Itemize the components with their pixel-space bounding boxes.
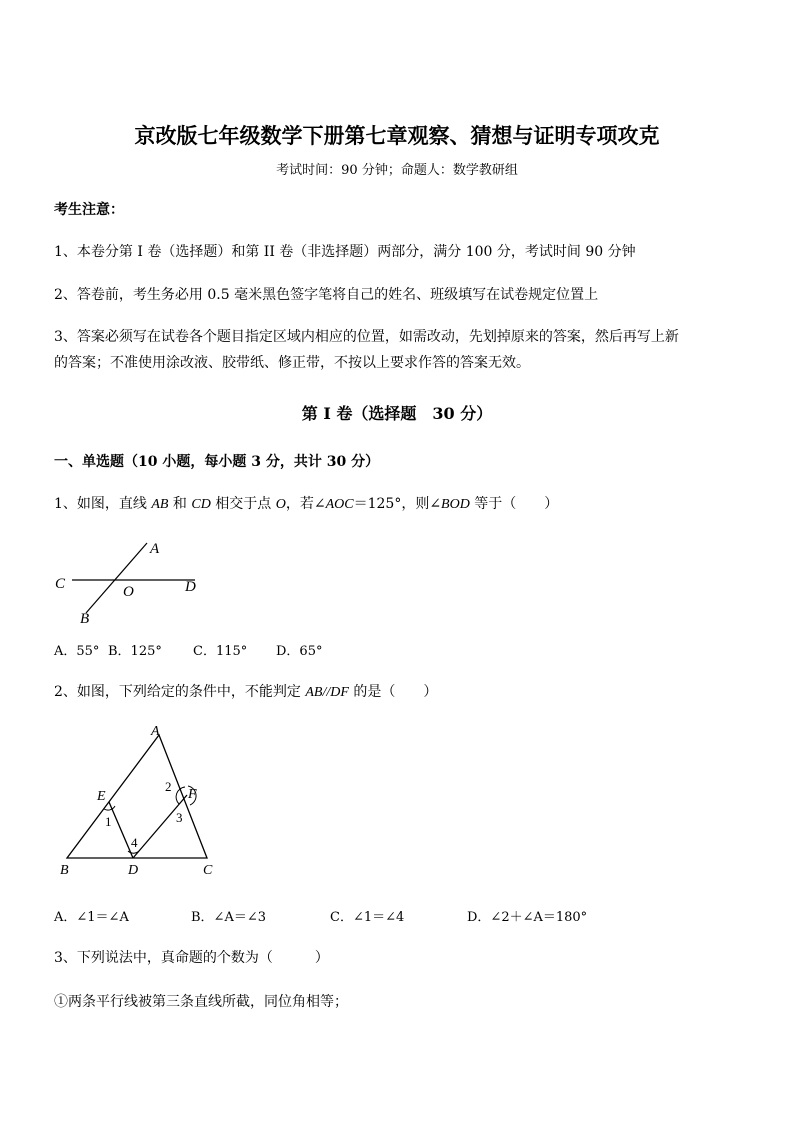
label-f: F bbox=[188, 787, 197, 802]
label-angle-4: 4 bbox=[131, 835, 138, 850]
q1-option-a[interactable]: A．55° bbox=[54, 644, 100, 659]
page-title: 京改版七年级数学下册第七章观察、猜想与证明专项攻克 bbox=[134, 123, 660, 148]
label-a: A bbox=[151, 724, 160, 739]
label-d: D bbox=[185, 579, 196, 595]
q2-option-b[interactable]: B．∠A＝∠3 bbox=[191, 910, 266, 925]
segment-ed bbox=[109, 802, 133, 858]
segment-df bbox=[133, 795, 187, 858]
q1-point-o: O bbox=[275, 497, 286, 512]
label-d: D bbox=[128, 863, 139, 878]
label-e: E bbox=[97, 789, 106, 804]
notice-item-2: 2、答卷前，考生务必用 0.5 毫米黑色签字笔将自己的姓名、班级填写在试卷规定位置上 bbox=[54, 287, 599, 303]
q1-mid: 相交于点 bbox=[210, 496, 276, 512]
label-b: B bbox=[80, 611, 90, 627]
line-ab bbox=[86, 543, 147, 613]
q2-option-a[interactable]: A．∠1＝∠A bbox=[54, 910, 129, 925]
q1-line-ab: AB bbox=[151, 497, 169, 512]
q1-option-b[interactable]: B．125° bbox=[108, 644, 162, 659]
label-angle-2: 2 bbox=[165, 779, 172, 794]
q1-value: ＝125°，则∠ bbox=[353, 496, 442, 512]
q3-statement-1: ①两条平行线被第三条直线所截，同位角相等； bbox=[54, 994, 348, 1010]
q2-option-c[interactable]: C．∠1＝∠4 bbox=[330, 910, 405, 925]
q1-comma: ，若∠ bbox=[285, 496, 326, 512]
notice-heading: 考生注意： bbox=[54, 202, 124, 218]
exam-info: 考试时间：90 分钟；命题人：数学教研组 bbox=[276, 163, 518, 178]
q1-suffix: 等于（ ） bbox=[469, 496, 559, 512]
label-a: A bbox=[150, 541, 160, 557]
q1-line-cd: CD bbox=[191, 497, 211, 512]
q1-option-c[interactable]: C．115° bbox=[193, 644, 248, 659]
q1-and: 和 bbox=[168, 496, 192, 512]
q2-prefix: 2、如图，下列给定的条件中，不能判定 bbox=[54, 684, 306, 700]
notice-item-3-cont: 的答案；不准使用涂改液、胶带纸、修正带，不按以上要求作答的答案无效。 bbox=[54, 355, 530, 371]
q1-angle-bod: BOD bbox=[441, 497, 470, 512]
label-angle-3: 3 bbox=[176, 810, 183, 825]
label-o: O bbox=[123, 584, 134, 600]
q1-angle-aoc: AOC bbox=[325, 497, 354, 512]
label-b: B bbox=[60, 863, 69, 878]
question-3: 3、下列说法中，真命题的个数为（ ） bbox=[54, 950, 329, 966]
label-angle-1: 1 bbox=[105, 814, 112, 829]
label-c: C bbox=[55, 576, 66, 592]
question-2 bbox=[54, 681, 437, 701]
notice-item-3: 3、答案必须写在试卷各个题目指定区域内相应的位置，如需改动，先划掉原来的答案，然后再写上新 bbox=[54, 329, 679, 345]
section-title: 第 I 卷（选择题 30 分） bbox=[301, 404, 493, 423]
label-c: C bbox=[203, 863, 213, 878]
q2-figure bbox=[55, 720, 230, 880]
q2-option-d[interactable]: D．∠2＋∠A＝180° bbox=[467, 910, 588, 925]
q2-suffix: 的是（ ） bbox=[348, 684, 438, 700]
notice-item-1: 1、本卷分第 I 卷（选择题）和第 II 卷（非选择题）两部分，满分 100 分，考试时间 90 分钟 bbox=[54, 244, 636, 260]
question-1 bbox=[54, 493, 558, 513]
q1-prefix: 1、如图，直线 bbox=[54, 496, 152, 512]
q2-relation: AB//DF bbox=[305, 685, 349, 700]
q1-option-d[interactable]: D．65° bbox=[276, 644, 323, 659]
part-title: 一、单选题（10 小题，每小题 3 分，共计 30 分） bbox=[54, 454, 380, 470]
q1-figure bbox=[50, 535, 220, 630]
